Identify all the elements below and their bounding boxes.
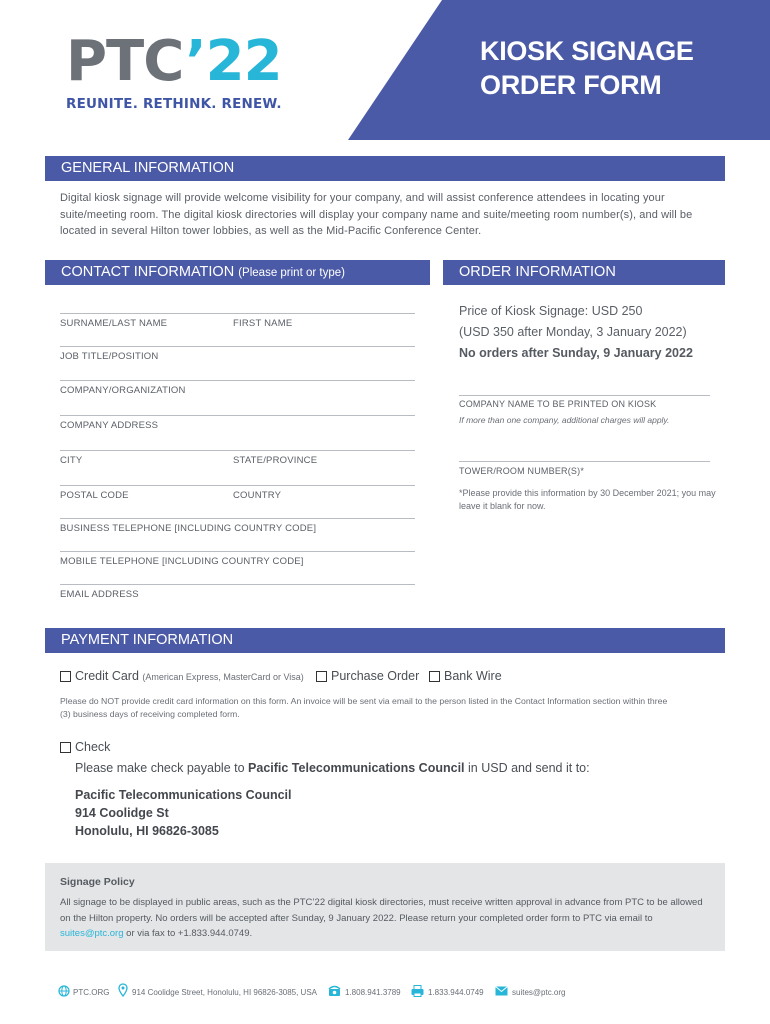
company-field[interactable] [60,380,415,381]
logo-tagline: REUNITE. RETHINK. RENEW. [66,96,282,112]
company-label: COMPANY/ORGANIZATION [60,385,186,396]
general-information-text: Digital kiosk signage will provide welcome visibility for your company, and will assist conference attendees in locating your suite/meeting room. The digital kiosk directories will display your company name and suite/meeting room number(s), and will be located in several Hilton tower lobbies, as well as the Mid-Pacific Conference Center. [60,192,693,237]
email-label: EMAIL ADDRESS [60,589,139,600]
check-payee: Pacific Telecommunications Council [248,761,465,775]
email-field[interactable] [60,584,415,585]
order-deadline: No orders after Sunday, 9 January 2022 [459,346,693,360]
contact-information-heading [45,260,430,285]
general-information-heading: GENERAL INFORMATION [45,156,725,181]
purchase-order-label: Purchase Order [331,669,420,683]
credit-card-note: (American Express, MasterCard or Visa) [142,672,304,682]
tower-room-field[interactable] [459,461,710,462]
footer-fax: 1.833.944.0749 [428,988,484,997]
contact-heading-sub: (Please print or type) [238,267,345,279]
footer-website[interactable]: PTC.ORG [73,988,110,997]
invoice-note: Please do NOT provide credit card information on this form. An invoice will be sent via email to the person listed in the Contact Information section within three (3) business days of receiving completed form. [60,696,668,719]
fax-icon [411,985,424,997]
company-address-field[interactable] [60,415,415,416]
check-label: Check [75,740,111,754]
kiosk-company-name-field[interactable] [459,395,710,396]
form-title-line1: KIOSK SIGNAGE [480,36,694,66]
payment-information-heading: PAYMENT INFORMATION [45,628,725,653]
form-title-line2: ORDER FORM [480,70,662,100]
postal-code-field[interactable] [60,485,415,486]
business-telephone-label: BUSINESS TELEPHONE [INCLUDING COUNTRY CODE] [60,523,317,534]
city-field[interactable] [60,450,415,451]
policy-body-post: or via fax to +1.833.944.0749. [123,928,253,939]
ptc-logo [66,29,282,112]
footer-email[interactable]: suites@ptc.org [512,988,566,997]
bank-wire-checkbox[interactable] [429,671,440,682]
job-title-field[interactable] [60,346,415,347]
signage-policy-title: Signage Policy [60,876,135,888]
kiosk-price-after: (USD 350 after Monday, 3 January 2022) [459,325,687,339]
signage-policy-box [45,863,725,951]
state-label: STATE/PROVINCE [233,455,318,466]
city-label: CITY [60,455,83,466]
mailing-address [75,786,292,840]
policy-body-pre: All signage to be displayed in public areas, such as the PTC’22 digital kiosk directories, must receive written approval in advance from PTC to be allowed on the Hilton property. No orders will be accepted after Sunday, 9 January 2022. Please return your completed order form to PTC via email to [60,897,703,924]
logo-ptc: PTC [66,29,186,94]
check-checkbox[interactable] [60,742,71,753]
credit-card-checkbox[interactable] [60,671,71,682]
phone-icon [328,985,341,997]
policy-email-link[interactable]: suites@ptc.org [60,928,124,939]
mobile-telephone-field[interactable] [60,551,415,552]
logo-year: ’22 [185,29,282,94]
credit-card-label: Credit Card [75,669,139,683]
signage-policy-text [60,895,710,942]
footer-address: 914 Coolidge Street, Honolulu, HI 96826-3085, USA [132,988,318,997]
form-title [480,34,694,102]
tower-room-label: TOWER/ROOM NUMBER(S)* [459,466,585,476]
kiosk-company-name-label: COMPANY NAME TO BE PRINTED ON KIOSK [459,399,657,409]
country-label: COUNTRY [233,490,282,501]
job-title-label: JOB TITLE/POSITION [60,351,159,362]
tower-room-note: *Please provide this information by 30 December 2021; you may leave it blank for now. [459,488,716,511]
surname-label: SURNAME/LAST NAME [60,318,168,329]
check-instructions-post: in USD and send it to: [464,761,590,775]
address-line-1: Pacific Telecommunications Council [75,788,292,802]
envelope-icon [495,986,508,996]
company-address-label: COMPANY ADDRESS [60,420,159,431]
surname-field[interactable] [60,313,415,314]
contact-heading-text: CONTACT INFORMATION [61,264,235,280]
footer-phone[interactable]: 1.808.941.3789 [345,988,401,997]
logo-wordmark [66,29,282,94]
mobile-telephone-label: MOBILE TELEPHONE [INCLUDING COUNTRY CODE] [60,556,304,567]
credit-card-option [75,669,304,683]
bank-wire-label: Bank Wire [444,669,502,683]
address-line-2: 914 Coolidge St [75,806,169,820]
purchase-order-checkbox[interactable] [316,671,327,682]
globe-icon [58,985,70,997]
order-information-heading: ORDER INFORMATION [443,260,725,285]
location-pin-icon [118,983,128,997]
postal-code-label: POSTAL CODE [60,490,129,501]
address-line-3: Honolulu, HI 96826-3085 [75,824,219,838]
first-name-label: FIRST NAME [233,318,293,329]
kiosk-company-note: If more than one company, additional charges will apply. [459,415,670,425]
kiosk-price: Price of Kiosk Signage: USD 250 [459,304,643,318]
business-telephone-field[interactable] [60,518,415,519]
check-instructions-pre: Please make check payable to [75,761,249,775]
title-banner [348,0,770,140]
check-instructions [75,761,590,775]
